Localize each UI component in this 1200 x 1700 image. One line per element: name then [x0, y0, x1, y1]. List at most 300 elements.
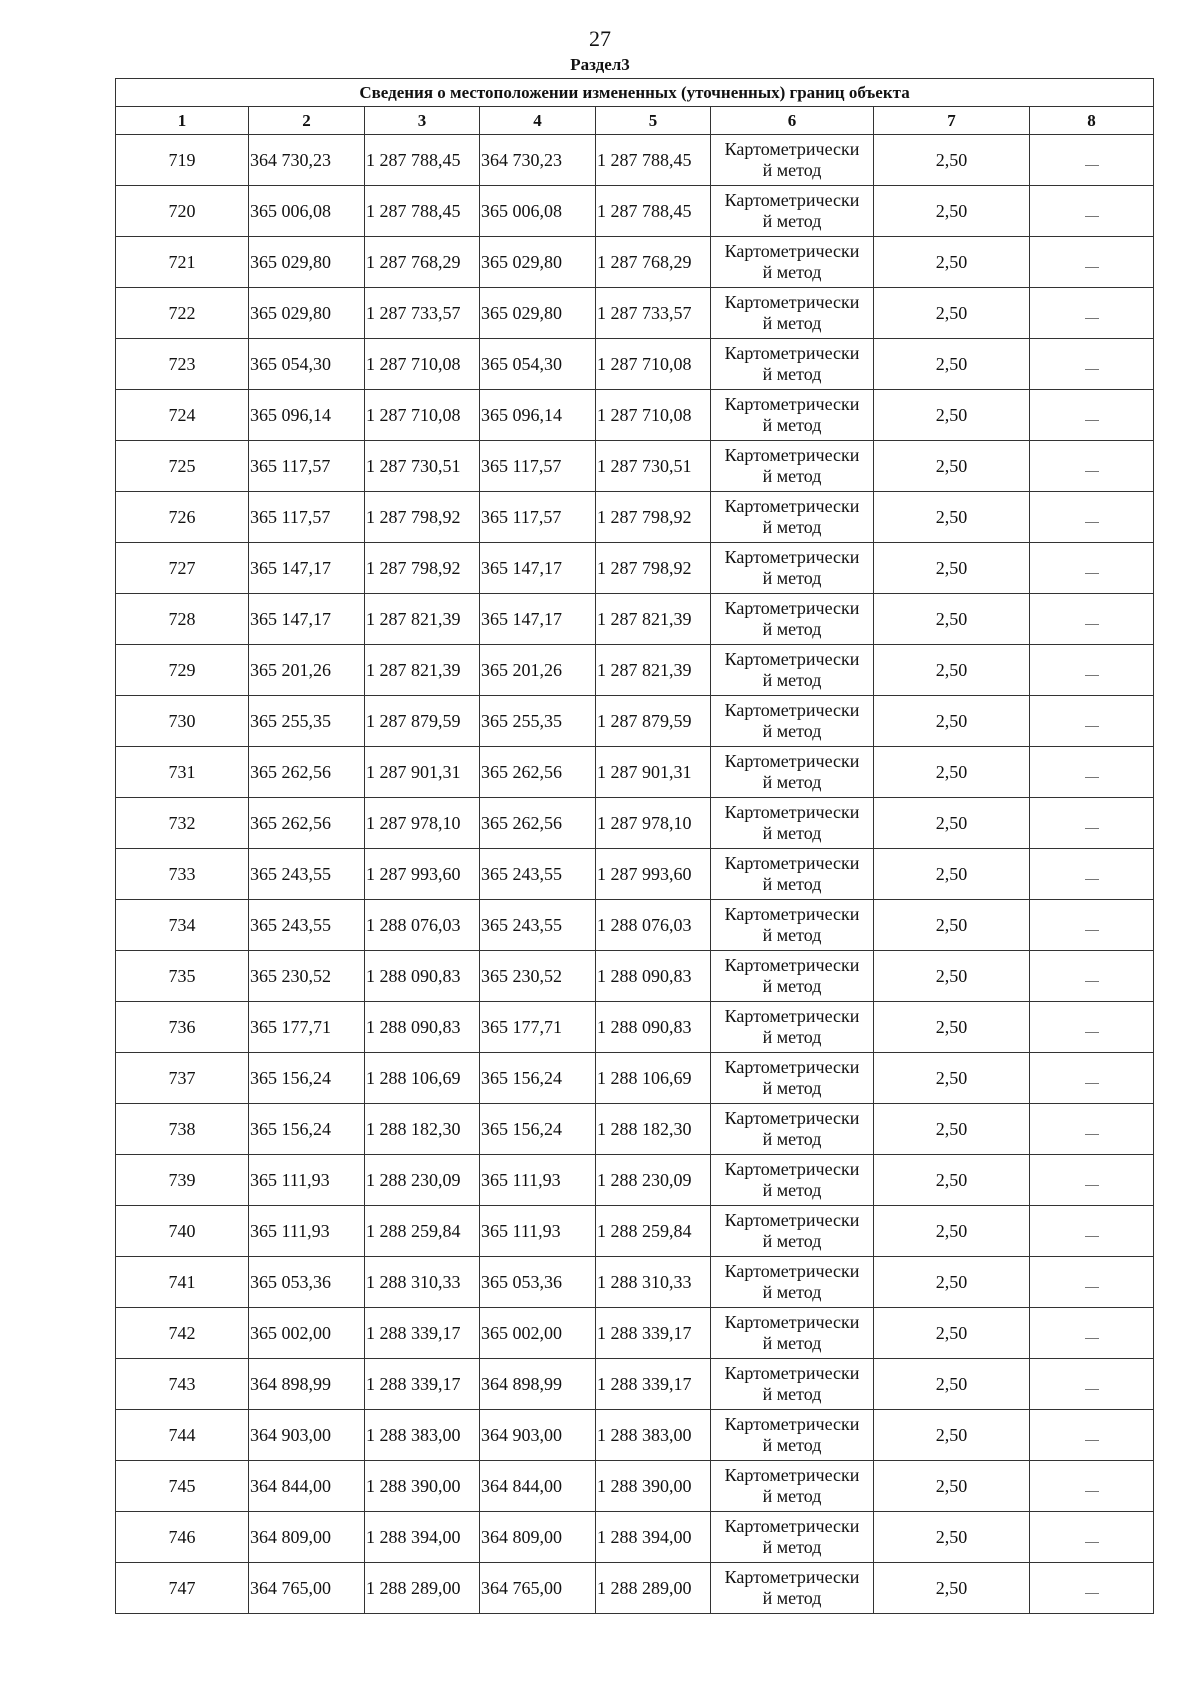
- coordinates-table: [115, 78, 1154, 1614]
- method-line-2: й метод: [762, 1180, 822, 1200]
- x-existing-cell: 365 029,80: [249, 237, 365, 288]
- page-number: 27: [589, 26, 611, 51]
- method-cell: [711, 1002, 874, 1053]
- x-refined-cell: 365 156,24: [480, 1104, 596, 1155]
- method-line-1: Картометрически: [724, 1414, 860, 1434]
- table-row: [116, 441, 1154, 492]
- dash-mark: [1085, 573, 1099, 574]
- point-number-cell: 735: [116, 951, 249, 1002]
- point-number-cell: 732: [116, 798, 249, 849]
- table-row: [116, 1257, 1154, 1308]
- x-existing-cell: 365 117,57: [249, 492, 365, 543]
- y-existing-cell: 1 287 993,60: [365, 849, 480, 900]
- x-refined-cell: 365 054,30: [480, 339, 596, 390]
- method-line-1: Картометрически: [724, 1108, 860, 1128]
- y-refined-cell: 1 288 106,69: [596, 1053, 711, 1104]
- method-line-1: Картометрически: [724, 343, 860, 363]
- y-existing-cell: 1 288 182,30: [365, 1104, 480, 1155]
- method-cell: [711, 1308, 874, 1359]
- point-number-cell: 723: [116, 339, 249, 390]
- method-line-1: Картометрически: [724, 1159, 860, 1179]
- description-cell: [1030, 1002, 1154, 1053]
- accuracy-cell: 2,50: [874, 1155, 1030, 1206]
- y-refined-cell: 1 287 788,45: [596, 135, 711, 186]
- column-number-1: 1: [116, 107, 249, 135]
- accuracy-cell: 2,50: [874, 237, 1030, 288]
- x-existing-cell: 364 809,00: [249, 1512, 365, 1563]
- method-line-2: й метод: [762, 1537, 822, 1557]
- y-existing-cell: 1 287 788,45: [365, 135, 480, 186]
- y-existing-cell: 1 287 798,92: [365, 492, 480, 543]
- x-refined-cell: 365 002,00: [480, 1308, 596, 1359]
- accuracy-cell: 2,50: [874, 1512, 1030, 1563]
- method-line-2: й метод: [762, 1384, 822, 1404]
- table-row: [116, 696, 1154, 747]
- accuracy-cell: 2,50: [874, 1359, 1030, 1410]
- method-line-2: й метод: [762, 721, 822, 741]
- x-existing-cell: 365 111,93: [249, 1206, 365, 1257]
- accuracy-cell: 2,50: [874, 441, 1030, 492]
- accuracy-cell: 2,50: [874, 339, 1030, 390]
- method-cell: [711, 339, 874, 390]
- description-cell: [1030, 441, 1154, 492]
- method-cell: [711, 594, 874, 645]
- description-cell: [1030, 135, 1154, 186]
- section-title: Раздел3: [570, 55, 630, 74]
- x-refined-cell: 365 243,55: [480, 900, 596, 951]
- y-existing-cell: 1 287 798,92: [365, 543, 480, 594]
- x-existing-cell: 365 053,36: [249, 1257, 365, 1308]
- column-number-row: [116, 107, 1154, 135]
- method-cell: [711, 951, 874, 1002]
- table-title-row: [116, 79, 1154, 107]
- dash-mark: [1085, 1542, 1099, 1543]
- dash-mark: [1085, 930, 1099, 931]
- y-existing-cell: 1 288 390,00: [365, 1461, 480, 1512]
- y-refined-cell: 1 287 710,08: [596, 339, 711, 390]
- method-line-2: й метод: [762, 1231, 822, 1251]
- y-existing-cell: 1 287 821,39: [365, 645, 480, 696]
- x-existing-cell: 365 177,71: [249, 1002, 365, 1053]
- y-refined-cell: 1 287 768,29: [596, 237, 711, 288]
- dash-mark: [1085, 1338, 1099, 1339]
- table-row: [116, 237, 1154, 288]
- method-cell: [711, 1359, 874, 1410]
- description-cell: [1030, 1206, 1154, 1257]
- method-cell: [711, 798, 874, 849]
- description-cell: [1030, 237, 1154, 288]
- point-number-cell: 720: [116, 186, 249, 237]
- method-line-2: й метод: [762, 313, 822, 333]
- method-cell: [711, 645, 874, 696]
- y-existing-cell: 1 288 230,09: [365, 1155, 480, 1206]
- description-cell: [1030, 1410, 1154, 1461]
- column-number-6: 6: [711, 107, 874, 135]
- y-existing-cell: 1 287 788,45: [365, 186, 480, 237]
- y-refined-cell: 1 288 390,00: [596, 1461, 711, 1512]
- method-line-2: й метод: [762, 1588, 822, 1608]
- point-number-cell: 747: [116, 1563, 249, 1614]
- y-existing-cell: 1 288 076,03: [365, 900, 480, 951]
- y-refined-cell: 1 287 978,10: [596, 798, 711, 849]
- point-number-cell: 733: [116, 849, 249, 900]
- dash-mark: [1085, 1134, 1099, 1135]
- y-refined-cell: 1 287 901,31: [596, 747, 711, 798]
- method-line-2: й метод: [762, 1282, 822, 1302]
- method-cell: [711, 1512, 874, 1563]
- x-refined-cell: 365 230,52: [480, 951, 596, 1002]
- method-line-2: й метод: [762, 517, 822, 537]
- method-cell: [711, 1053, 874, 1104]
- x-refined-cell: 365 147,17: [480, 594, 596, 645]
- y-existing-cell: 1 288 394,00: [365, 1512, 480, 1563]
- method-line-2: й метод: [762, 211, 822, 231]
- method-line-1: Картометрически: [724, 802, 860, 822]
- description-cell: [1030, 186, 1154, 237]
- y-existing-cell: 1 288 289,00: [365, 1563, 480, 1614]
- accuracy-cell: 2,50: [874, 1053, 1030, 1104]
- accuracy-cell: 2,50: [874, 1206, 1030, 1257]
- x-existing-cell: 365 262,56: [249, 747, 365, 798]
- accuracy-cell: 2,50: [874, 1563, 1030, 1614]
- dash-mark: [1085, 1440, 1099, 1441]
- x-existing-cell: 365 096,14: [249, 390, 365, 441]
- table-row: [116, 186, 1154, 237]
- y-existing-cell: 1 288 383,00: [365, 1410, 480, 1461]
- table-row: [116, 900, 1154, 951]
- description-cell: [1030, 849, 1154, 900]
- x-refined-cell: 365 255,35: [480, 696, 596, 747]
- method-line-1: Картометрически: [724, 190, 860, 210]
- table-title: Сведения о местоположении измененных (уточненных) границ объекта: [116, 79, 1154, 107]
- description-cell: [1030, 288, 1154, 339]
- method-line-2: й метод: [762, 1078, 822, 1098]
- column-number-8: 8: [1030, 107, 1154, 135]
- x-refined-cell: 365 117,57: [480, 441, 596, 492]
- method-cell: [711, 237, 874, 288]
- method-cell: [711, 492, 874, 543]
- description-cell: [1030, 696, 1154, 747]
- method-line-2: й метод: [762, 619, 822, 639]
- y-existing-cell: 1 287 821,39: [365, 594, 480, 645]
- method-cell: [711, 1563, 874, 1614]
- method-line-1: Картометрически: [724, 547, 860, 567]
- dash-mark: [1085, 522, 1099, 523]
- column-number-7: 7: [874, 107, 1030, 135]
- table-row: [116, 1512, 1154, 1563]
- accuracy-cell: 2,50: [874, 798, 1030, 849]
- y-refined-cell: 1 288 230,09: [596, 1155, 711, 1206]
- method-line-1: Картометрически: [724, 1516, 860, 1536]
- description-cell: [1030, 390, 1154, 441]
- method-cell: [711, 288, 874, 339]
- method-cell: [711, 747, 874, 798]
- accuracy-cell: 2,50: [874, 849, 1030, 900]
- dash-mark: [1085, 1032, 1099, 1033]
- dash-mark: [1085, 1185, 1099, 1186]
- table-row: [116, 288, 1154, 339]
- accuracy-cell: 2,50: [874, 1257, 1030, 1308]
- table-row: [116, 645, 1154, 696]
- table-row: [116, 951, 1154, 1002]
- point-number-cell: 728: [116, 594, 249, 645]
- accuracy-cell: 2,50: [874, 135, 1030, 186]
- method-cell: [711, 390, 874, 441]
- x-refined-cell: 364 903,00: [480, 1410, 596, 1461]
- method-line-1: Картометрически: [724, 598, 860, 618]
- table-row: [116, 1359, 1154, 1410]
- method-cell: [711, 1206, 874, 1257]
- method-line-1: Картометрически: [724, 1210, 860, 1230]
- method-line-2: й метод: [762, 1129, 822, 1149]
- method-cell: [711, 1461, 874, 1512]
- y-existing-cell: 1 287 901,31: [365, 747, 480, 798]
- x-existing-cell: 365 147,17: [249, 543, 365, 594]
- method-line-2: й метод: [762, 1333, 822, 1353]
- method-line-1: Картометрически: [724, 955, 860, 975]
- dash-mark: [1085, 726, 1099, 727]
- table-row: [116, 747, 1154, 798]
- dash-mark: [1085, 471, 1099, 472]
- x-refined-cell: 365 243,55: [480, 849, 596, 900]
- y-existing-cell: 1 288 090,83: [365, 1002, 480, 1053]
- table-row: [116, 1104, 1154, 1155]
- table-row: [116, 390, 1154, 441]
- point-number-cell: 740: [116, 1206, 249, 1257]
- method-line-2: й метод: [762, 1435, 822, 1455]
- accuracy-cell: 2,50: [874, 900, 1030, 951]
- description-cell: [1030, 1563, 1154, 1614]
- y-existing-cell: 1 288 090,83: [365, 951, 480, 1002]
- x-refined-cell: 364 765,00: [480, 1563, 596, 1614]
- y-refined-cell: 1 287 733,57: [596, 288, 711, 339]
- y-refined-cell: 1 288 339,17: [596, 1308, 711, 1359]
- dash-mark: [1085, 216, 1099, 217]
- y-existing-cell: 1 288 339,17: [365, 1359, 480, 1410]
- dash-mark: [1085, 267, 1099, 268]
- x-refined-cell: 365 111,93: [480, 1206, 596, 1257]
- method-line-1: Картометрически: [724, 700, 860, 720]
- table-row: [116, 339, 1154, 390]
- method-line-1: Картометрически: [724, 292, 860, 312]
- dash-mark: [1085, 675, 1099, 676]
- accuracy-cell: 2,50: [874, 543, 1030, 594]
- method-line-1: Картометрически: [724, 649, 860, 669]
- y-existing-cell: 1 287 768,29: [365, 237, 480, 288]
- dash-mark: [1085, 420, 1099, 421]
- dash-mark: [1085, 1083, 1099, 1084]
- x-refined-cell: 365 262,56: [480, 798, 596, 849]
- description-cell: [1030, 1512, 1154, 1563]
- method-line-2: й метод: [762, 772, 822, 792]
- x-refined-cell: 364 844,00: [480, 1461, 596, 1512]
- method-line-2: й метод: [762, 976, 822, 996]
- dash-mark: [1085, 1491, 1099, 1492]
- point-number-cell: 736: [116, 1002, 249, 1053]
- y-refined-cell: 1 287 879,59: [596, 696, 711, 747]
- accuracy-cell: 2,50: [874, 1104, 1030, 1155]
- x-refined-cell: 365 029,80: [480, 237, 596, 288]
- point-number-cell: 726: [116, 492, 249, 543]
- description-cell: [1030, 1104, 1154, 1155]
- accuracy-cell: 2,50: [874, 1461, 1030, 1512]
- x-existing-cell: 365 111,93: [249, 1155, 365, 1206]
- method-line-1: Картометрически: [724, 445, 860, 465]
- method-cell: [711, 441, 874, 492]
- method-cell: [711, 900, 874, 951]
- point-number-cell: 746: [116, 1512, 249, 1563]
- method-line-1: Картометрически: [724, 241, 860, 261]
- column-number-5: 5: [596, 107, 711, 135]
- table-row: [116, 1308, 1154, 1359]
- accuracy-cell: 2,50: [874, 390, 1030, 441]
- x-existing-cell: 365 156,24: [249, 1104, 365, 1155]
- accuracy-cell: 2,50: [874, 492, 1030, 543]
- y-existing-cell: 1 288 310,33: [365, 1257, 480, 1308]
- description-cell: [1030, 900, 1154, 951]
- description-cell: [1030, 339, 1154, 390]
- method-cell: [711, 696, 874, 747]
- column-number-2: 2: [249, 107, 365, 135]
- y-refined-cell: 1 288 090,83: [596, 1002, 711, 1053]
- method-line-1: Картометрически: [724, 751, 860, 771]
- x-existing-cell: 365 243,55: [249, 849, 365, 900]
- x-refined-cell: 365 156,24: [480, 1053, 596, 1104]
- dash-mark: [1085, 369, 1099, 370]
- method-line-1: Картометрически: [724, 394, 860, 414]
- description-cell: [1030, 492, 1154, 543]
- point-number-cell: 725: [116, 441, 249, 492]
- point-number-cell: 739: [116, 1155, 249, 1206]
- description-cell: [1030, 1053, 1154, 1104]
- y-existing-cell: 1 288 259,84: [365, 1206, 480, 1257]
- dash-mark: [1085, 1389, 1099, 1390]
- accuracy-cell: 2,50: [874, 747, 1030, 798]
- point-number-cell: 729: [116, 645, 249, 696]
- x-existing-cell: 365 006,08: [249, 186, 365, 237]
- description-cell: [1030, 594, 1154, 645]
- method-line-1: Картометрически: [724, 1567, 860, 1587]
- y-refined-cell: 1 287 798,92: [596, 492, 711, 543]
- dash-mark: [1085, 1236, 1099, 1237]
- column-number-3: 3: [365, 107, 480, 135]
- y-refined-cell: 1 287 710,08: [596, 390, 711, 441]
- y-refined-cell: 1 288 310,33: [596, 1257, 711, 1308]
- y-refined-cell: 1 288 090,83: [596, 951, 711, 1002]
- y-refined-cell: 1 287 798,92: [596, 543, 711, 594]
- dash-mark: [1085, 879, 1099, 880]
- point-number-cell: 744: [116, 1410, 249, 1461]
- x-existing-cell: 365 230,52: [249, 951, 365, 1002]
- method-line-2: й метод: [762, 262, 822, 282]
- method-line-1: Картометрически: [724, 1312, 860, 1332]
- table-row: [116, 1053, 1154, 1104]
- x-refined-cell: 365 201,26: [480, 645, 596, 696]
- column-number-4: 4: [480, 107, 596, 135]
- method-cell: [711, 1155, 874, 1206]
- accuracy-cell: 2,50: [874, 1002, 1030, 1053]
- x-existing-cell: 365 255,35: [249, 696, 365, 747]
- description-cell: [1030, 1308, 1154, 1359]
- table-body: [116, 135, 1154, 1614]
- method-line-2: й метод: [762, 925, 822, 945]
- method-line-1: Картометрически: [724, 853, 860, 873]
- table-row: [116, 1002, 1154, 1053]
- x-existing-cell: 365 147,17: [249, 594, 365, 645]
- x-refined-cell: 364 898,99: [480, 1359, 596, 1410]
- y-existing-cell: 1 287 730,51: [365, 441, 480, 492]
- method-line-2: й метод: [762, 160, 822, 180]
- point-number-cell: 727: [116, 543, 249, 594]
- dash-mark: [1085, 1287, 1099, 1288]
- x-refined-cell: 365 096,14: [480, 390, 596, 441]
- method-line-1: Картометрически: [724, 139, 860, 159]
- method-line-1: Картометрически: [724, 1465, 860, 1485]
- table-row: [116, 594, 1154, 645]
- x-existing-cell: 364 730,23: [249, 135, 365, 186]
- y-refined-cell: 1 287 821,39: [596, 594, 711, 645]
- method-line-2: й метод: [762, 568, 822, 588]
- method-line-2: й метод: [762, 823, 822, 843]
- point-number-cell: 719: [116, 135, 249, 186]
- x-existing-cell: 365 262,56: [249, 798, 365, 849]
- method-cell: [711, 1104, 874, 1155]
- y-refined-cell: 1 288 182,30: [596, 1104, 711, 1155]
- point-number-cell: 742: [116, 1308, 249, 1359]
- table-row: [116, 849, 1154, 900]
- point-number-cell: 734: [116, 900, 249, 951]
- x-refined-cell: 364 809,00: [480, 1512, 596, 1563]
- x-refined-cell: 365 177,71: [480, 1002, 596, 1053]
- method-line-1: Картометрически: [724, 496, 860, 516]
- method-line-1: Картометрически: [724, 1006, 860, 1026]
- method-line-2: й метод: [762, 364, 822, 384]
- y-existing-cell: 1 288 106,69: [365, 1053, 480, 1104]
- y-existing-cell: 1 287 879,59: [365, 696, 480, 747]
- point-number-cell: 730: [116, 696, 249, 747]
- y-refined-cell: 1 287 821,39: [596, 645, 711, 696]
- method-line-2: й метод: [762, 1486, 822, 1506]
- y-refined-cell: 1 287 730,51: [596, 441, 711, 492]
- point-number-cell: 731: [116, 747, 249, 798]
- x-existing-cell: 365 029,80: [249, 288, 365, 339]
- dash-mark: [1085, 828, 1099, 829]
- description-cell: [1030, 1155, 1154, 1206]
- x-refined-cell: 365 053,36: [480, 1257, 596, 1308]
- accuracy-cell: 2,50: [874, 594, 1030, 645]
- table-row: [116, 1206, 1154, 1257]
- y-refined-cell: 1 288 259,84: [596, 1206, 711, 1257]
- y-refined-cell: 1 287 788,45: [596, 186, 711, 237]
- accuracy-cell: 2,50: [874, 1410, 1030, 1461]
- accuracy-cell: 2,50: [874, 951, 1030, 1002]
- x-refined-cell: 364 730,23: [480, 135, 596, 186]
- point-number-cell: 745: [116, 1461, 249, 1512]
- method-line-2: й метод: [762, 1027, 822, 1047]
- method-line-2: й метод: [762, 874, 822, 894]
- point-number-cell: 741: [116, 1257, 249, 1308]
- description-cell: [1030, 1257, 1154, 1308]
- dash-mark: [1085, 165, 1099, 166]
- x-existing-cell: 365 201,26: [249, 645, 365, 696]
- accuracy-cell: 2,50: [874, 696, 1030, 747]
- table-row: [116, 798, 1154, 849]
- x-refined-cell: 365 147,17: [480, 543, 596, 594]
- method-cell: [711, 135, 874, 186]
- method-line-2: й метод: [762, 670, 822, 690]
- method-line-1: Картометрически: [724, 1261, 860, 1281]
- dash-mark: [1085, 624, 1099, 625]
